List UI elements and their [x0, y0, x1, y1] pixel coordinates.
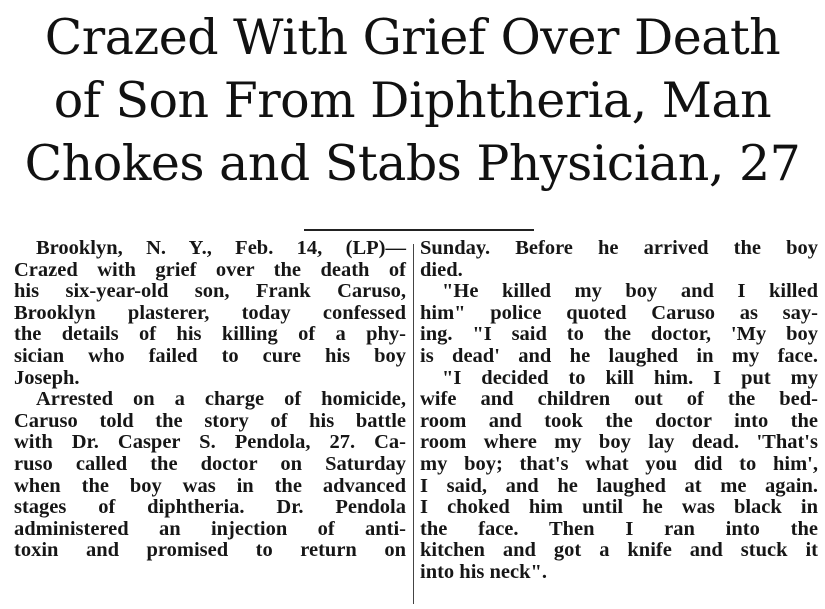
article-line: stages of diphtheria. Dr. Pendola — [14, 496, 406, 519]
article-line: died. — [420, 258, 463, 281]
article-line: I choked him until he was black in — [420, 496, 818, 519]
article-line: with Dr. Casper S. Pendola, 27. Ca- — [14, 431, 406, 454]
headline-rule — [304, 229, 534, 231]
article-line: room where my boy lay dead. 'That's — [420, 431, 818, 454]
article-line: when the boy was in the advanced — [14, 474, 406, 497]
article-line: Sunday. Before he arrived the boy — [420, 237, 818, 259]
article-line: "He killed my boy and I killed — [442, 280, 818, 303]
article-line: Caruso told the story of his battle — [14, 409, 406, 432]
headline — [0, 6, 825, 195]
article-line: toxin and promised to return on — [14, 539, 406, 562]
article-line: the face. Then I ran into the — [420, 517, 818, 540]
article-line: Brooklyn plasterer, today confessed — [14, 301, 406, 324]
article-line: ing. "I said to the doctor, 'My boy — [420, 323, 818, 346]
column-divider — [413, 244, 414, 604]
article-line: into his neck". — [420, 560, 548, 583]
headline-line-3: Chokes and Stabs Physician, 27 — [24, 135, 801, 192]
article-line: wife and children out of the bed- — [420, 388, 818, 411]
article-line: ruso called the doctor on Saturday — [14, 452, 406, 475]
article-line: Joseph. — [14, 366, 80, 389]
article-left-column — [14, 238, 406, 562]
article-line: kitchen and got a knife and stuck it — [420, 539, 818, 562]
article-line: I said, and he laughed at me again. — [420, 474, 818, 497]
article-line: is dead' and he laughed in my face. — [420, 344, 818, 367]
article-line: sician who failed to cure his boy — [14, 344, 406, 367]
article-line: room and took the doctor into the — [420, 409, 818, 432]
article-line: Arrested on a charge of homicide, — [36, 388, 406, 411]
article-line: administered an injection of anti- — [14, 517, 406, 540]
headline-line-2: of Son From Diphtheria, Man — [53, 72, 772, 129]
article-line: "I decided to kill him. I put my — [442, 366, 818, 389]
article-line: his six-year-old son, Frank Caruso, — [14, 280, 406, 303]
article-line: Crazed with grief over the death of — [14, 258, 406, 281]
article-line: him" police quoted Caruso as say- — [420, 301, 818, 324]
article-line: my boy; that's what you did to him', — [420, 452, 818, 475]
article-line: the details of his killing of a phy- — [14, 323, 406, 346]
dateline: Brooklyn, N. Y., Feb. 14, (LP)— — [36, 237, 406, 259]
article-right-column — [420, 238, 818, 584]
headline-line-1: Crazed With Grief Over Death — [44, 9, 781, 66]
